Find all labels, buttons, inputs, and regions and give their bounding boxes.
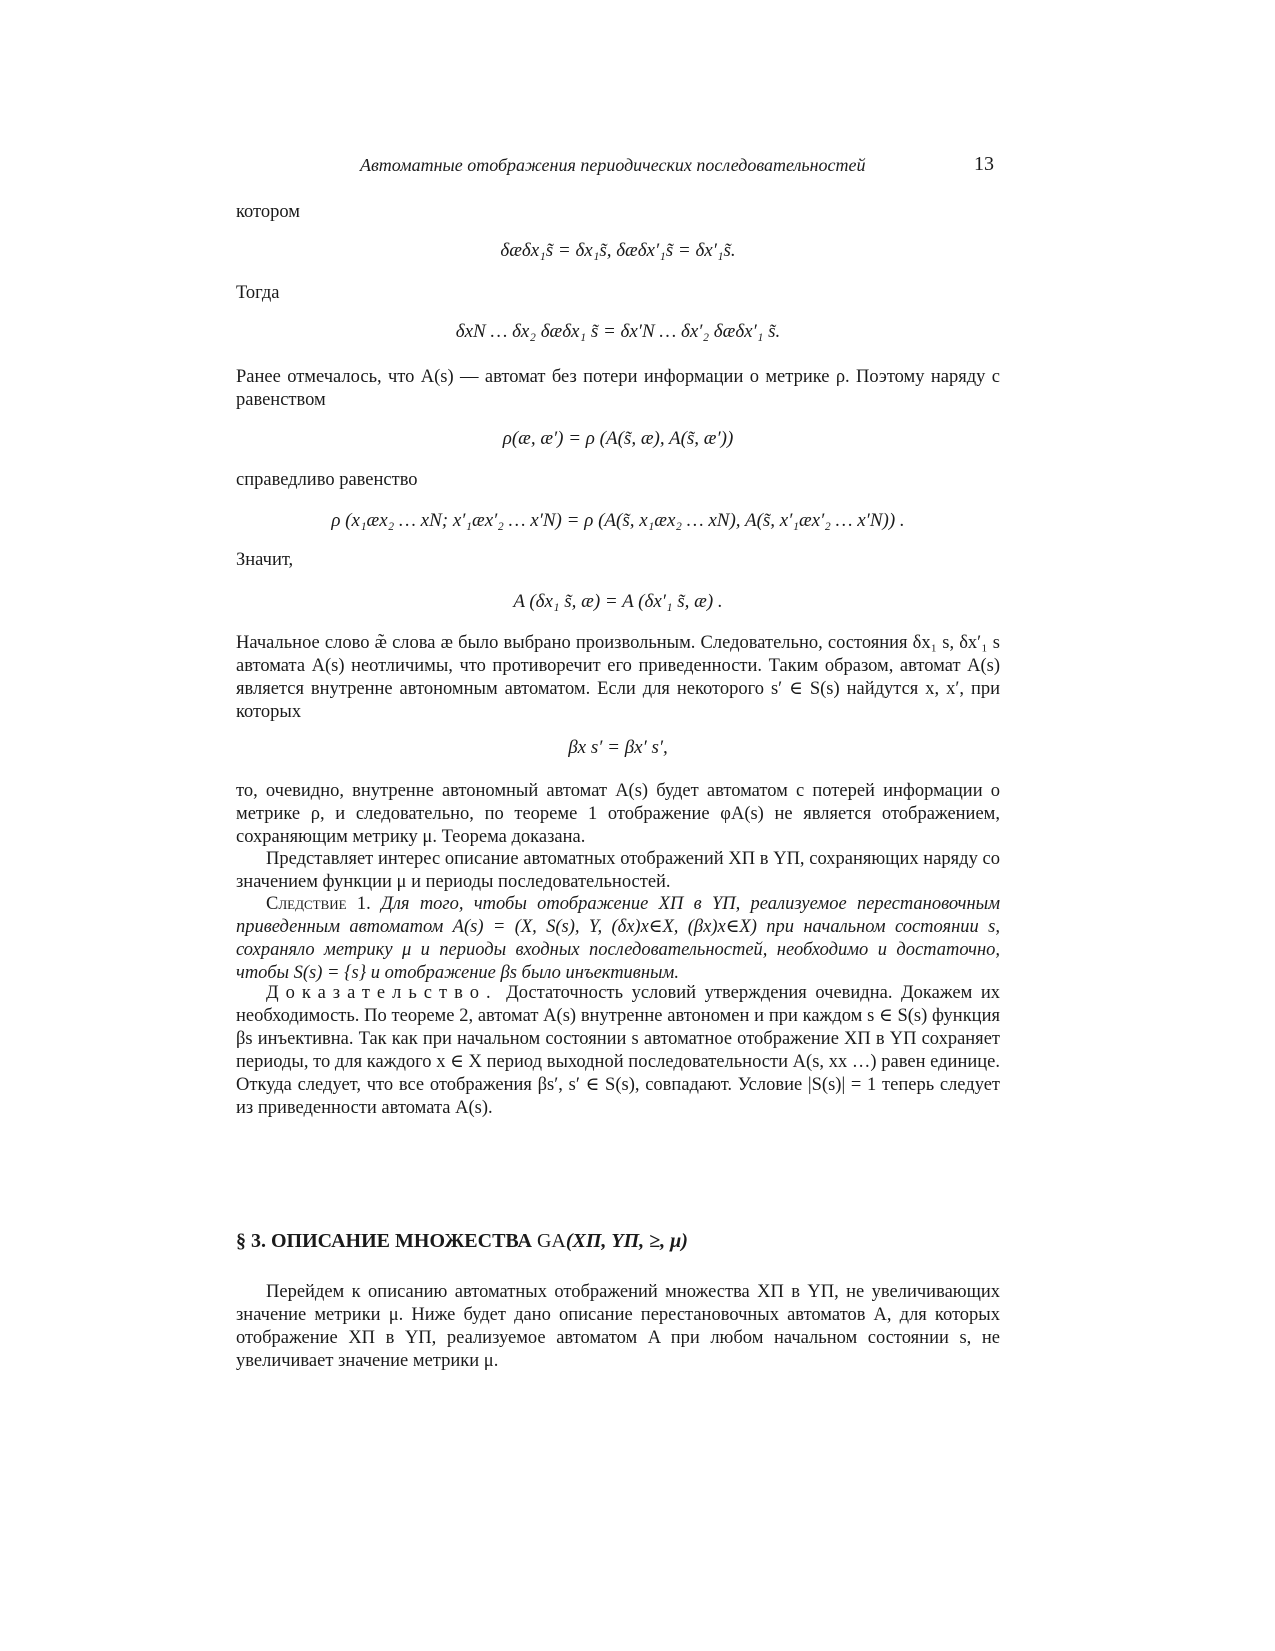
text-spravedlivo: справедливо равенство [236, 470, 418, 490]
corollary-label: Следствие 1. [266, 894, 371, 914]
running-header [360, 155, 1000, 185]
equation-1: δæδx₁s̃ = δx₁s̃, δæδx′₁s̃ = δx′₁s̃. [500, 240, 736, 261]
section-heading-args: (XΠ, YΠ, ≥, μ) [565, 1230, 688, 1252]
equation-3: ρ(æ, æ′) = ρ (A(s̃, æ), A(s̃, æ′)) [502, 428, 734, 449]
corollary-1 [236, 893, 1000, 985]
proof [236, 982, 1000, 1120]
proof-text: Достаточность условий утверждения очевидна. Докажем их необходимость. По теореме 2, автомат A(s) внутренне автономен и при каждом s ∈ S(s) функция βs инъективна. Так как при начальном состоянии s автоматное отображение XΠ в YΠ сохраняет периоды, то для каждого x ∈ X период выходной последовательности A(s, xx …) равен единице. Откуда следует, что все отображения βs′, s′ ∈ S(s), совпадают. Условие |S(s)| = 1 теперь следует из приведенности автомата A(s). [236, 983, 1001, 1118]
proof-label: Доказательство. [266, 983, 498, 1003]
corollary-text: Для того, чтобы отображение XΠ в YΠ, реализуемое перестановочным приведенным автоматом A(s) = (X, S(s), Y, (δx)x∈X, (βx)x∈X) при начальном состоянии s, сохраняло метрику μ и периоды входных последовательностей, необходимо и достаточно, чтобы S(s) = {s} и отображение βs было инъективным. [236, 894, 1001, 983]
equation-2: δxN … δx₂ δæδx₁ s̃ = δx′N … δx′₂ δæδx′₁ s̃. [455, 321, 781, 342]
paragraph-predstavlyaet: Представляет интерес описание автоматных отображений XΠ в YΠ, сохраняющих наряду со значением функции μ и периоды последовательностей. [236, 849, 1000, 892]
text-znachit: Значит, [236, 550, 294, 570]
section-heading-prefix: § 3. ОПИСАНИЕ МНОЖЕСТВА [236, 1230, 532, 1252]
equation-4: ρ (x₁æx₂ … xN; x′₁æx′₂ … x′N) = ρ (A(s̃, x₁æx₂ … xN), A(s̃, x′₁æx′₂ … x′N)) . [331, 510, 905, 531]
section-heading [236, 1230, 1000, 1253]
text-togda: Тогда [236, 283, 280, 303]
paragraph-pereydem: Перейдем к описанию автоматных отображений множества XΠ в YΠ, не увеличивающих значение метрики μ. Ниже будет дано описание перестановочных автоматов A, для которых отображение XΠ в YΠ, реализуемое автоматом A при любом начальном состоянии s, не увеличивает значение метрики μ. [236, 1282, 1000, 1371]
paragraph-ranee: Ранее отмечалось, что A(s) — автомат без потери информации о метрике ρ. Поэтому наряду с равенством [236, 367, 1000, 410]
text-kotorom: котором [236, 202, 301, 222]
equation-6: βx s′ = βx′ s′, [568, 737, 668, 758]
running-title: Автоматные отображения периодических последовательностей [360, 155, 866, 175]
section-heading-ga: GA [536, 1230, 566, 1252]
paragraph-to: то, очевидно, внутренне автономный автомат A(s) будет автоматом с потерей информации о метрике ρ, и следовательно, по теореме 1 отображение φA(s) не является отображением, сохраняющим метрику μ. Теорема доказана. [236, 781, 1000, 847]
equation-5: A (δx₁ s̃, æ) = A (δx′₁ s̃, æ) . [513, 591, 723, 612]
page-number: 13 [974, 153, 994, 175]
paragraph-nachalnoe: Начальное слово æ̃ слова æ было выбрано произвольным. Следовательно, состояния δx₁ s, δx′₁ s автомата A(s) неотличимы, что противоречит его приведенности. Таким образом, автомат A(s) является внутренне автономным автоматом. Если для некоторого s′ ∈ S(s) найдутся x, x′, при которых [236, 633, 1001, 722]
